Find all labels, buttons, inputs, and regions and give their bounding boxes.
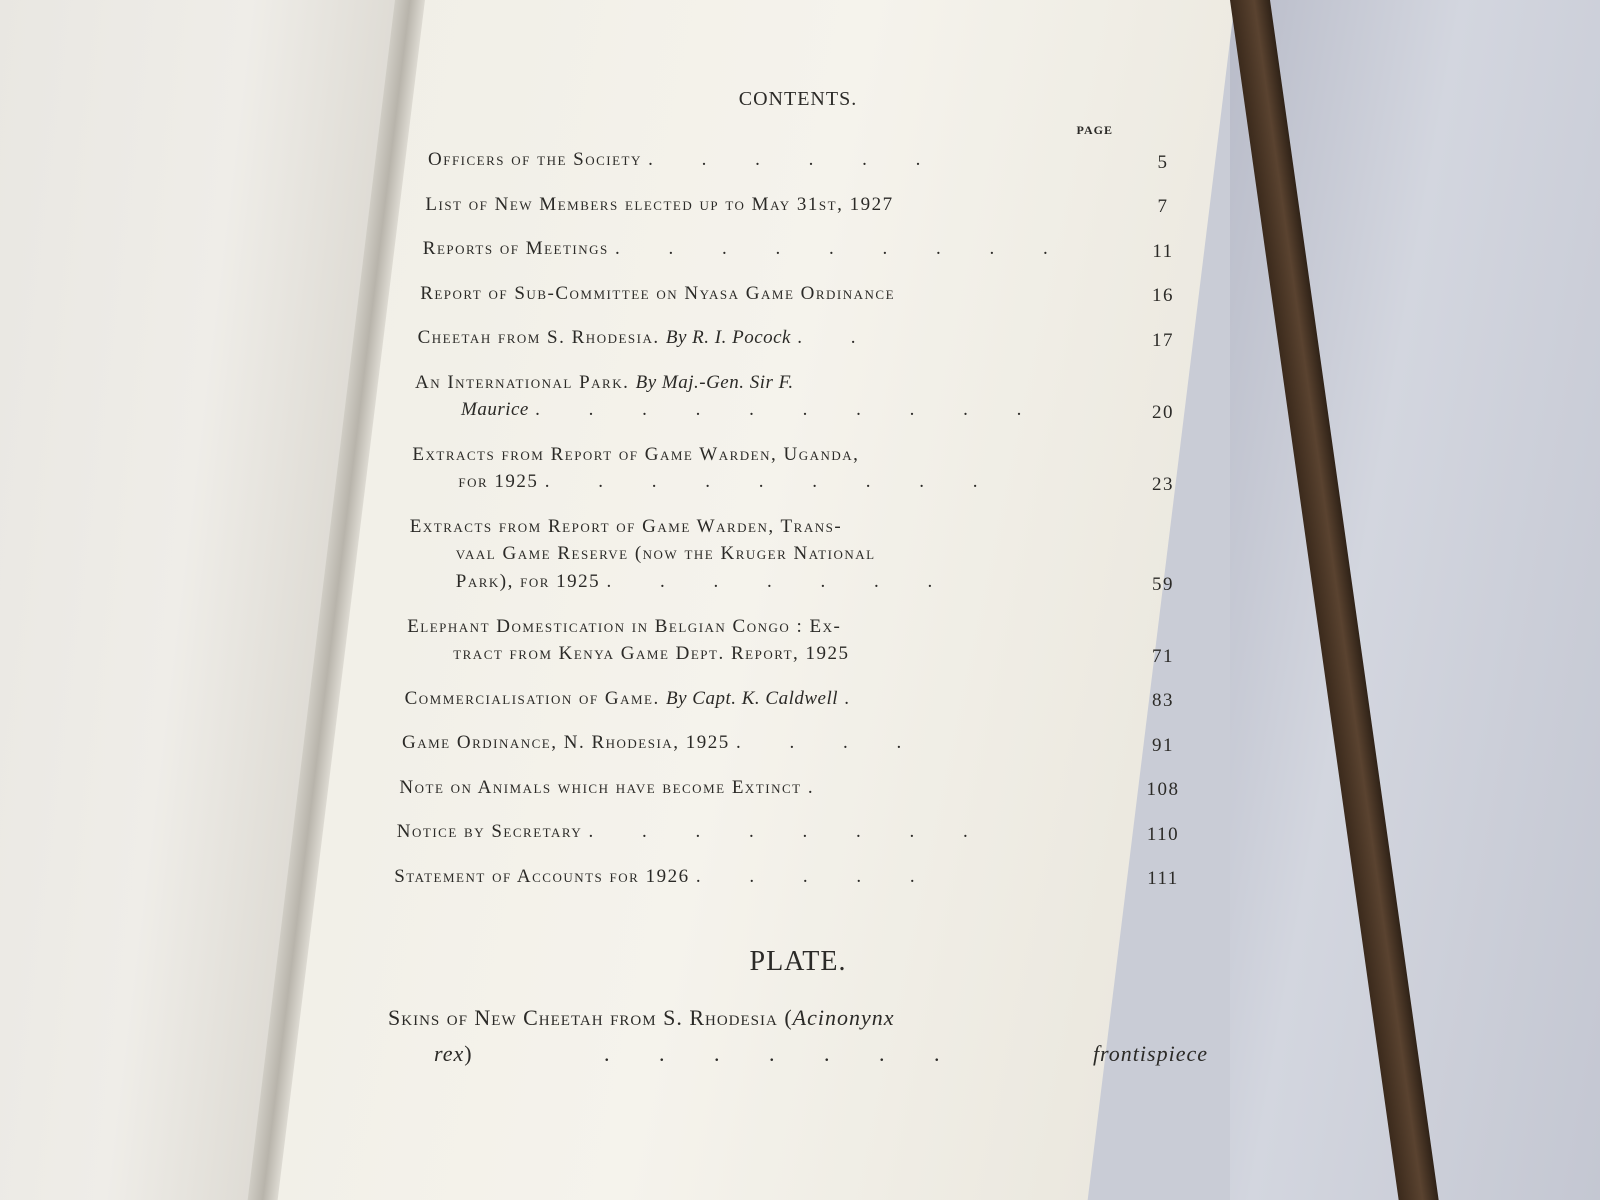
toc-entry-page: 91 xyxy=(1152,734,1174,756)
toc-entry-line xyxy=(397,818,1118,846)
toc-entry-title xyxy=(399,774,1118,802)
toc-entry-title xyxy=(415,369,1118,424)
toc-entry-text: Game Ordinance, N. Rhodesia, 1925 xyxy=(402,732,730,754)
toc-entry-text: Park), for 1925 xyxy=(455,571,601,593)
toc-entry-page: 23 xyxy=(1152,473,1174,495)
toc-entry-page: 110 xyxy=(1146,823,1180,845)
toc-entry-text: Elephant Domestication in Belgian Congo : Ex- xyxy=(407,615,842,637)
toc-entry-page: 111 xyxy=(1147,868,1179,890)
dot-leader: . . . . . xyxy=(695,865,937,887)
toc-entry-text: vaal Game Reserve (now the Kruger National xyxy=(455,543,876,565)
toc-entry xyxy=(418,324,1208,352)
contents-heading: CONTENTS. xyxy=(738,88,858,110)
toc-entry-author: By Capt. K. Caldwell xyxy=(666,687,839,709)
plate-line-2 xyxy=(388,1036,1208,1071)
toc-entry-text: List of New Members elected up to May 31st, 1927 xyxy=(425,193,894,215)
dot-leader: . . xyxy=(797,327,878,349)
contents-page xyxy=(388,80,1208,1071)
toc-entry-text: Note on Animals which have become Extinct xyxy=(399,776,802,798)
toc-entry-page: 11 xyxy=(1152,240,1174,262)
toc-entry xyxy=(399,774,1208,802)
toc-entry xyxy=(415,369,1208,424)
toc-entry-text: Report of Sub-Committee on Nyasa Game Ordinance xyxy=(420,282,896,304)
toc-entry-title xyxy=(397,818,1118,846)
toc-entry-text: Cheetah from S. Rhodesia. xyxy=(417,327,660,349)
toc-entry-title xyxy=(407,613,1118,668)
dot-leader: . . . . . . xyxy=(648,149,943,170)
toc-entry-text: Commercialisation of Game. xyxy=(404,687,660,709)
toc-entry-title xyxy=(412,441,1118,496)
toc-entry-title xyxy=(423,235,1118,263)
toc-entry-line xyxy=(423,235,1118,263)
plate-entry xyxy=(388,1000,1208,1070)
dot-leader: . . . . xyxy=(735,732,924,754)
toc-entry-title xyxy=(420,280,1118,308)
toc-entry-title xyxy=(410,513,1118,596)
plate-line-1 xyxy=(388,1000,1208,1035)
toc-entry-line xyxy=(412,441,1118,469)
toc-entry-line xyxy=(420,280,1118,308)
toc-entry xyxy=(394,863,1208,891)
plate-heading: PLATE. xyxy=(749,946,847,978)
toc-entry xyxy=(423,235,1208,263)
toc-entry-text: Officers of the Society xyxy=(428,149,642,170)
toc-entry-line xyxy=(418,324,1118,352)
dot-leader: . . . . . . . . xyxy=(588,821,990,843)
toc-entry-line xyxy=(399,774,1118,802)
toc-entry-title xyxy=(425,191,1118,219)
plate-species-epithet: rex xyxy=(434,1040,465,1066)
toc-entry-line xyxy=(415,396,1118,424)
dot-leader: . . . . . . . . . xyxy=(544,471,1000,493)
toc-entry-text: tract from Kenya Game Dept. Report, 1925 xyxy=(453,643,850,665)
toc-entry-text: Notice by Secretary xyxy=(396,821,583,843)
toc-entry-text: Extracts from Report of Game Warden, Trans- xyxy=(409,515,843,537)
toc-entry xyxy=(420,280,1208,308)
toc-entry-author: By Maj.-Gen. Sir F. xyxy=(635,371,794,393)
plate-dot-leader: . . . . . . . xyxy=(604,1040,962,1066)
toc-entry-line xyxy=(410,540,1118,568)
toc-entry-line xyxy=(425,191,1118,219)
toc-entry-page: 83 xyxy=(1152,690,1174,712)
toc-entry-title xyxy=(428,146,1118,174)
toc-entry xyxy=(412,441,1208,496)
toc-entry-line xyxy=(410,568,1118,596)
toc-entry-page: 20 xyxy=(1152,401,1174,423)
toc-list xyxy=(388,146,1208,890)
toc-entry-page: 17 xyxy=(1152,329,1174,351)
dot-leader: . . . . . . . . . . xyxy=(535,399,1044,421)
toc-entry-text: Statement of Accounts for 1926 xyxy=(394,865,690,887)
toc-entry xyxy=(405,685,1208,713)
toc-entry-line xyxy=(407,640,1118,668)
toc-entry-text: Extracts from Report of Game Warden, Uganda, xyxy=(412,443,860,465)
toc-entry xyxy=(397,818,1208,846)
toc-entry-line xyxy=(394,863,1118,891)
toc-entry-line xyxy=(402,729,1118,757)
toc-entry-page: 71 xyxy=(1152,645,1174,667)
toc-entry-line xyxy=(410,513,1118,541)
toc-entry-text: An International Park. xyxy=(415,371,630,393)
plate-species-genus: Acinonynx xyxy=(792,1005,895,1031)
toc-entry xyxy=(428,146,1208,174)
toc-entry-title xyxy=(394,863,1118,891)
toc-entry-author: By R. I. Pocock xyxy=(665,327,791,349)
toc-entry-line xyxy=(412,468,1118,496)
toc-entry-page: 16 xyxy=(1152,285,1174,307)
plate-title: Skins of New Cheetah from S. Rhodesia ( xyxy=(388,1005,793,1031)
toc-entry-line xyxy=(405,685,1118,713)
toc-entry-title xyxy=(402,729,1118,757)
toc-entry xyxy=(407,613,1208,668)
dot-leader: . . . . . . . xyxy=(606,571,955,593)
toc-entry-text: Reports of Meetings xyxy=(422,238,609,260)
dot-leader: . xyxy=(844,687,872,709)
toc-entry-title xyxy=(418,324,1118,352)
dot-leader: . xyxy=(807,776,835,798)
toc-entry-author-cont: Maurice xyxy=(461,399,529,421)
toc-entry xyxy=(410,513,1208,596)
toc-entry-line xyxy=(428,146,1118,174)
toc-entry xyxy=(402,729,1208,757)
dot-leader: . . . . . . . . . xyxy=(615,238,1070,260)
toc-entry-line xyxy=(407,613,1118,641)
toc-entry-page: 5 xyxy=(1157,151,1169,173)
toc-entry-line xyxy=(415,369,1118,397)
toc-entry-page: 7 xyxy=(1157,196,1169,218)
toc-entry xyxy=(425,191,1208,219)
toc-entry-page: 59 xyxy=(1152,573,1174,595)
toc-entry-page: 108 xyxy=(1146,779,1180,801)
toc-entry-title xyxy=(405,685,1118,713)
plate-paren: ) xyxy=(464,1040,473,1066)
page-column-label: PAGE xyxy=(1076,123,1113,137)
plate-location: frontispiece xyxy=(1092,1040,1208,1066)
toc-entry-text: for 1925 xyxy=(458,471,539,493)
